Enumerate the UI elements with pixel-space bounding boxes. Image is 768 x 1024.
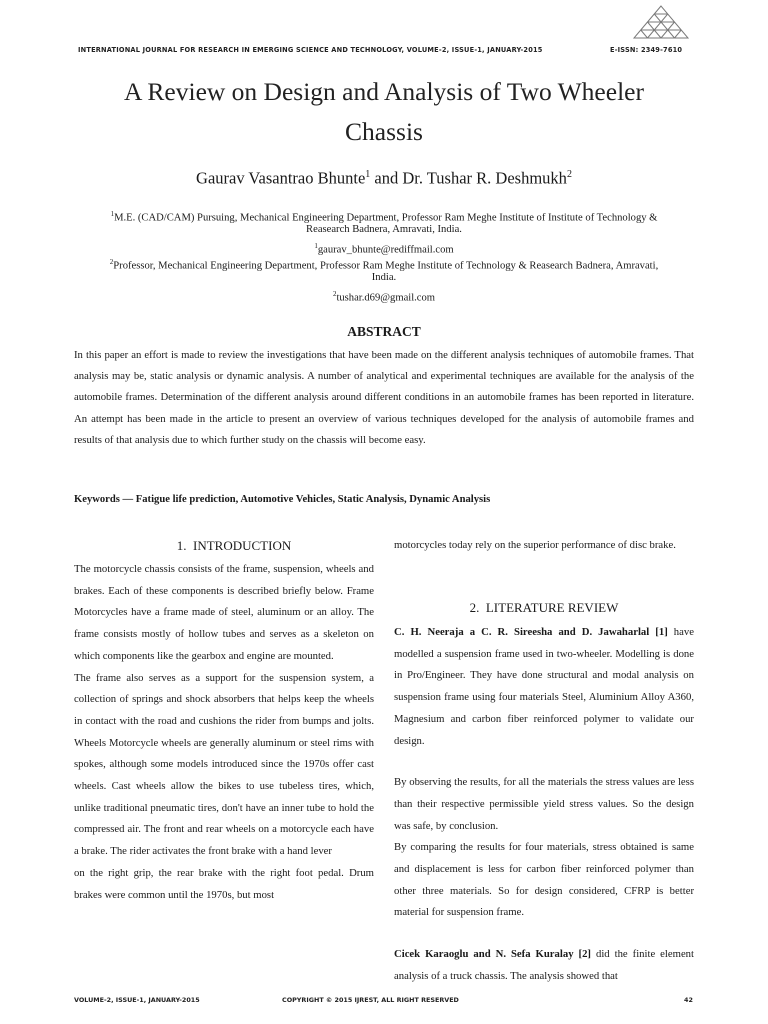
email-2-sup: 2 [332, 290, 337, 298]
right-column-continuation: motorcycles today rely on the superior performance of disc brake. [394, 539, 676, 551]
review-paragraph-1 [394, 622, 694, 752]
section-2-heading: 2. LITERATURE REVIEW [469, 600, 619, 615]
author-and: and [370, 168, 403, 188]
author-2-sup: 2 [566, 169, 572, 180]
author-1-sup: 1 [365, 169, 371, 180]
intro-paragraph-3: on the right grip, the rear brake with the right foot pedal. Drum brakes were common until the 1970s, but most [74, 866, 374, 901]
intro-paragraph-1: The motorcycle chassis consists of the frame, suspension, wheels and brakes. Each of these components is described briefly below. Frame Motorcycles have a frame made of steel, aluminum or an alloy. The frame consists mostly of hollow tubes and serves as a skeleton on which components like the gearbox and engine are mounted. [74, 563, 374, 662]
author-1: Gaurav Vasantrao Bhunte [196, 168, 366, 188]
review-4-text: did the finite element analysis of a truck chassis. The analysis showed that [394, 948, 694, 982]
left-column [74, 559, 374, 906]
review-4-authors: Cicek Karaoglu and N. Sefa Kuralay [2] [394, 948, 591, 961]
email-2 [66, 286, 702, 307]
keywords: Keywords — Fatigue life prediction, Automotive Vehicles, Static Analysis, Dynamic Analysis [74, 494, 491, 505]
review-1-text: have modelled a suspension frame used in two-wheeler. Modelling is done in Pro/Engineer. They have done structural and modal analysis on suspension frame using four materials Steel, Aluminium Alloy A360, Magnesium and carbon fiber reinforced polymer to validate our design. [394, 626, 694, 747]
footer-copyright: COPYRIGHT © 2015 IJREST, ALL RIGHT RESERVED [282, 996, 459, 1004]
page-number: 42 [684, 996, 693, 1004]
affiliation-1-text: M.E. (CAD/CAM) Pursuing, Mechanical Engineering Department, Professor Ram Meghe Institute of Institute of Technology & [114, 212, 658, 224]
running-header-journal: INTERNATIONAL JOURNAL FOR RESEARCH IN EMERGING SCIENCE AND TECHNOLOGY, VOLUME-2, ISSUE-1, JANUARY-2015 [78, 46, 543, 54]
affiliation-2-sup: 2 [109, 258, 114, 266]
triangle-lattice-logo-icon [632, 4, 690, 40]
paper-title [40, 72, 728, 152]
review-paragraph-3: By comparing the results for four materials, stress obtained is same and displacement is less for carbon fiber reinforced polymer than other three materials. So for design considered, CFRP is better material for suspension frame. [394, 841, 694, 919]
footer-volume: VOLUME-2, ISSUE-1, JANUARY-2015 [74, 996, 200, 1004]
affiliation-2-text: Professor, Mechanical Engineering Department, Professor Ram Meghe Institute of Technology & Reasearch Badnera, Amravati, [113, 260, 659, 272]
abstract-heading: ABSTRACT [347, 324, 421, 339]
affiliation-2-line-2: India. [371, 272, 397, 283]
abstract-text: In this paper an effort is made to review the investigations that have been made on the different analysis techniques of automobile frames. That analysis may be, static analysis or dynamic analysis. A number of analytical and experimental techniques are available for the analysis of the automobile frames. Determination of the different analysis around different conditions in an automobile frames has been reported in literature. An attempt has been made in the article to present an overview of various techniques developed for the analysis of automobile frames and results of that analysis due to which further study on the chassis will become easy. [74, 349, 694, 446]
author-2: Dr. Tushar R. Deshmukh [402, 168, 567, 188]
email-2-text: tushar.d69@gmail.com [336, 292, 436, 304]
paper-title-line-1: A Review on Design and Analysis of Two Wheeler [124, 77, 644, 106]
right-column [394, 622, 694, 988]
email-1-sup: 1 [314, 242, 318, 250]
email-1-text: gaurav_bhunte@rediffmail.com [317, 244, 454, 256]
affiliation-1-sup: 1 [110, 210, 115, 218]
review-paragraph-2: By observing the results, for all the materials the stress values are less than their respective permissible yield stress values. So the design was safe, by conclusion. [394, 776, 694, 832]
author-line [40, 164, 728, 190]
review-paragraph-4 [394, 944, 694, 987]
section-1-heading: 1. INTRODUCTION [176, 538, 292, 553]
paper-title-line-2: Chassis [345, 117, 423, 146]
running-header-issn: E-ISSN: 2349-7610 [610, 46, 683, 54]
affiliation-1-line-2: Reasearch Badnera, Amravati, India. [306, 224, 462, 235]
intro-paragraph-2: The frame also serves as a support for the suspension system, a collection of springs and shock absorbers that helps keep the wheels in contact with the road and cushions the rider from bumps and jolts. Wheels Motorcycle wheels are generally aluminum or steel rims with spokes, although some models introduced since the 1970s offer cast wheels. Cast wheels allow the bikes to use tubeless tires, which, unlike traditional pneumatic tires, don't have an inner tube to hold the compressed air. The front and rear wheels on a motorcycle each have a brake. The rider activates the front brake with a hand lever [74, 671, 374, 858]
review-1-authors: C. H. Neeraja a C. R. Sireesha and D. Jawaharlal [1] [394, 626, 668, 638]
